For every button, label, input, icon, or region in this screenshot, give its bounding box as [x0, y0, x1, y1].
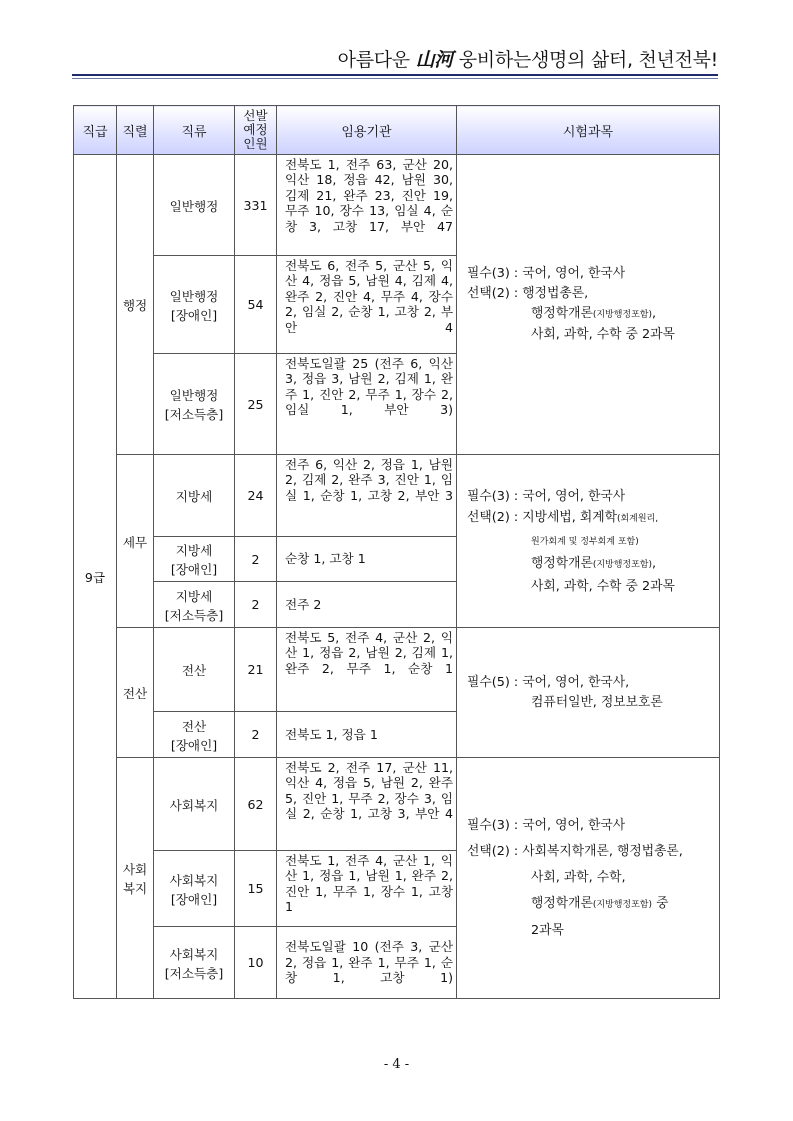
category-line1: 전산: [181, 663, 207, 678]
agency-cell: 순창 1, 고창 1: [277, 537, 457, 582]
subject-part: 행정학개론: [531, 555, 593, 571]
subjects-jeonsan: [457, 628, 720, 758]
subject-line: 필수(5) : 국어, 영어, 한국사,: [467, 674, 630, 690]
series-haengjeong: 행정: [117, 155, 154, 455]
recruitment-table: [73, 105, 720, 999]
category-line2: [장애인]: [170, 562, 218, 577]
page-number: - 4 -: [383, 1057, 410, 1072]
subject-line: 필수(3) : 국어, 영어, 한국사: [467, 817, 626, 833]
subject-note: (지방행정포함): [592, 899, 652, 910]
subject-line: 컴퓨터일반, 정보보호론: [531, 694, 663, 710]
count-cell: 21: [235, 628, 277, 712]
category-line1: 일반행정: [169, 388, 219, 403]
category-line1: 전산: [181, 718, 207, 734]
header-rule: [72, 74, 718, 76]
agency-cell: 전북도 1, 정읍 1: [277, 712, 457, 758]
subject-note: (지방행정포함): [592, 559, 652, 570]
header-rule-thin: [72, 78, 718, 79]
agency-cell: 전북도일괄 10 (전주 3, 군산 2, 정읍 1, 완주 1, 무주 1, 순창 1, 고창 1): [277, 927, 457, 999]
count-cell: 331: [235, 155, 277, 256]
table-header-row: [74, 106, 720, 155]
subjects-semu: [457, 455, 720, 628]
category-line2: [장애인]: [170, 307, 218, 323]
subject-line: 선택(2) : 행정법총론,: [467, 286, 589, 301]
category-cell: [154, 628, 235, 712]
subject-line: 사회, 과학, 수학,: [531, 869, 626, 885]
subject-line: 선택(2) : 사회복지학개론, 행정법총론,: [467, 843, 683, 859]
count-cell: 10: [235, 927, 277, 999]
category-line1: 지방세: [175, 588, 213, 604]
table-row: [74, 758, 720, 851]
agency-cell: 전북도 6, 전주 5, 군산 5, 익산 4, 정읍 5, 남원 4, 김제 4, 완주 2, 진안 4, 무주 4, 장수 2, 임실 2, 순창 1, 고창 2, 부안 4: [277, 256, 457, 354]
category-line1: 사회복지: [169, 946, 219, 962]
subject-note: 원가회계 및 정부회계 포함): [531, 536, 639, 547]
category-line1: 일반행정: [169, 288, 219, 304]
category-cell: [154, 712, 235, 758]
col-quota: [235, 106, 277, 155]
agency-cell: 전주 2: [277, 582, 457, 628]
series-sahoebokji: [117, 758, 154, 999]
subject-part: 행정학개론: [531, 306, 593, 321]
subject-line: [467, 553, 719, 576]
slogan-part-1: 아름다운: [337, 49, 416, 71]
category-line2: [저소득층]: [164, 607, 224, 623]
agency-cell: 전북도 1, 전주 4, 군산 1, 익산 1, 정읍 1, 남원 1, 완주 2, 진안 1, 무주 1, 장수 1, 고창 1: [277, 851, 457, 927]
category-line1: 사회복지: [169, 797, 219, 813]
table-row: [74, 628, 720, 712]
category-line2: [저소득층]: [164, 407, 224, 422]
category-cell: [154, 256, 235, 354]
count-cell: 2: [235, 582, 277, 628]
category-line2: [장애인]: [170, 737, 218, 753]
category-cell: [154, 537, 235, 582]
count-cell: 2: [235, 712, 277, 758]
subject-part: 행정학개론: [531, 895, 593, 911]
col-quota-line1: 선발: [243, 108, 268, 123]
subject-line: 필수(3) : 국어, 영어, 한국사: [467, 266, 626, 281]
agency-cell: 전북도 2, 전주 17, 군산 11, 익산 4, 정읍 5, 남원 2, 완주 5, 진안 1, 무주 2, 장수 3, 임실 2, 순창 1, 고창 3, 부안 4: [277, 758, 457, 851]
col-quota-line3: 인원: [243, 136, 268, 151]
series-jeonsan: 전산: [117, 628, 154, 758]
subject-line: [467, 530, 719, 553]
subject-part: ,: [652, 555, 657, 571]
series-semu: 세무: [117, 455, 154, 628]
category-line1: 지방세: [175, 489, 213, 504]
category-cell: [154, 927, 235, 999]
count-cell: 54: [235, 256, 277, 354]
subject-line: [467, 304, 719, 325]
count-cell: 15: [235, 851, 277, 927]
subject-note: (회계원리,: [616, 513, 659, 524]
category-line1: 사회복지: [169, 872, 219, 888]
count-cell: 2: [235, 537, 277, 582]
subject-part: 선택(2) : 지방세법, 회계학: [467, 509, 617, 525]
table-row: [74, 455, 720, 537]
category-line2: [저소득층]: [164, 965, 224, 981]
agency-cell: 전북도 1, 전주 63, 군산 20, 익산 18, 정읍 42, 남원 30, 김제 21, 완주 23, 진안 19, 무주 10, 장수 13, 임실 4, 순창 3, 고창 17, 부안 47: [277, 155, 457, 256]
col-series: 직렬: [117, 106, 154, 155]
count-cell: 24: [235, 455, 277, 537]
col-subjects: 시험과목: [457, 106, 720, 155]
category-line1: 지방세: [175, 543, 213, 558]
agency-cell: 전북도일괄 25 (전주 6, 익산 3, 정읍 3, 남원 2, 김제 1, 완주 1, 진안 2, 무주 1, 장수 2, 임실 1, 부안 3): [277, 354, 457, 455]
table-row: [74, 155, 720, 256]
subject-note: (지방행정포함): [592, 310, 652, 320]
subject-line: 필수(3) : 국어, 영어, 한국사: [467, 488, 626, 504]
subject-line: [467, 891, 719, 918]
col-agency: 임용기관: [277, 106, 457, 155]
slogan-part-2: 웅비하는생명의 삶터, 천년전북!: [453, 49, 718, 71]
category-cell: [154, 582, 235, 628]
subject-part: ,: [652, 306, 657, 321]
subjects-sahoebokji: [457, 758, 720, 999]
col-category: 직류: [154, 106, 235, 155]
subject-line: [467, 507, 719, 530]
category-cell: [154, 354, 235, 455]
col-quota-line2: 예정: [243, 122, 268, 137]
subject-part: 중: [652, 895, 669, 911]
grade-cell: 9급: [74, 155, 117, 999]
agency-cell: 전주 6, 익산 2, 정읍 1, 남원 2, 김제 2, 완주 3, 진안 1, 임실 1, 순창 1, 고창 2, 부안 3: [277, 455, 457, 537]
category-cell: [154, 758, 235, 851]
col-grade: 직급: [74, 106, 117, 155]
series-line2: 복지: [122, 881, 148, 896]
category-cell: [154, 455, 235, 537]
count-cell: 62: [235, 758, 277, 851]
subject-line: 2과목: [531, 922, 564, 938]
category-line2: [장애인]: [170, 891, 218, 907]
count-cell: 25: [235, 354, 277, 455]
subject-line: 사회, 과학, 수학 중 2과목: [531, 327, 675, 342]
subjects-haengjeong: [457, 155, 720, 455]
category-cell: [154, 155, 235, 256]
series-line1: 사회: [122, 862, 148, 877]
category-cell: [154, 851, 235, 927]
category-line1: 일반행정: [169, 198, 219, 214]
agency-cell: 전북도 5, 전주 4, 군산 2, 익산 1, 정읍 2, 남원 2, 김제 1, 완주 2, 무주 1, 순창 1: [277, 628, 457, 712]
page-header-slogan: [300, 45, 718, 72]
slogan-hanja: 山河: [415, 49, 454, 71]
subject-line: 사회, 과학, 수학 중 2과목: [531, 578, 675, 594]
